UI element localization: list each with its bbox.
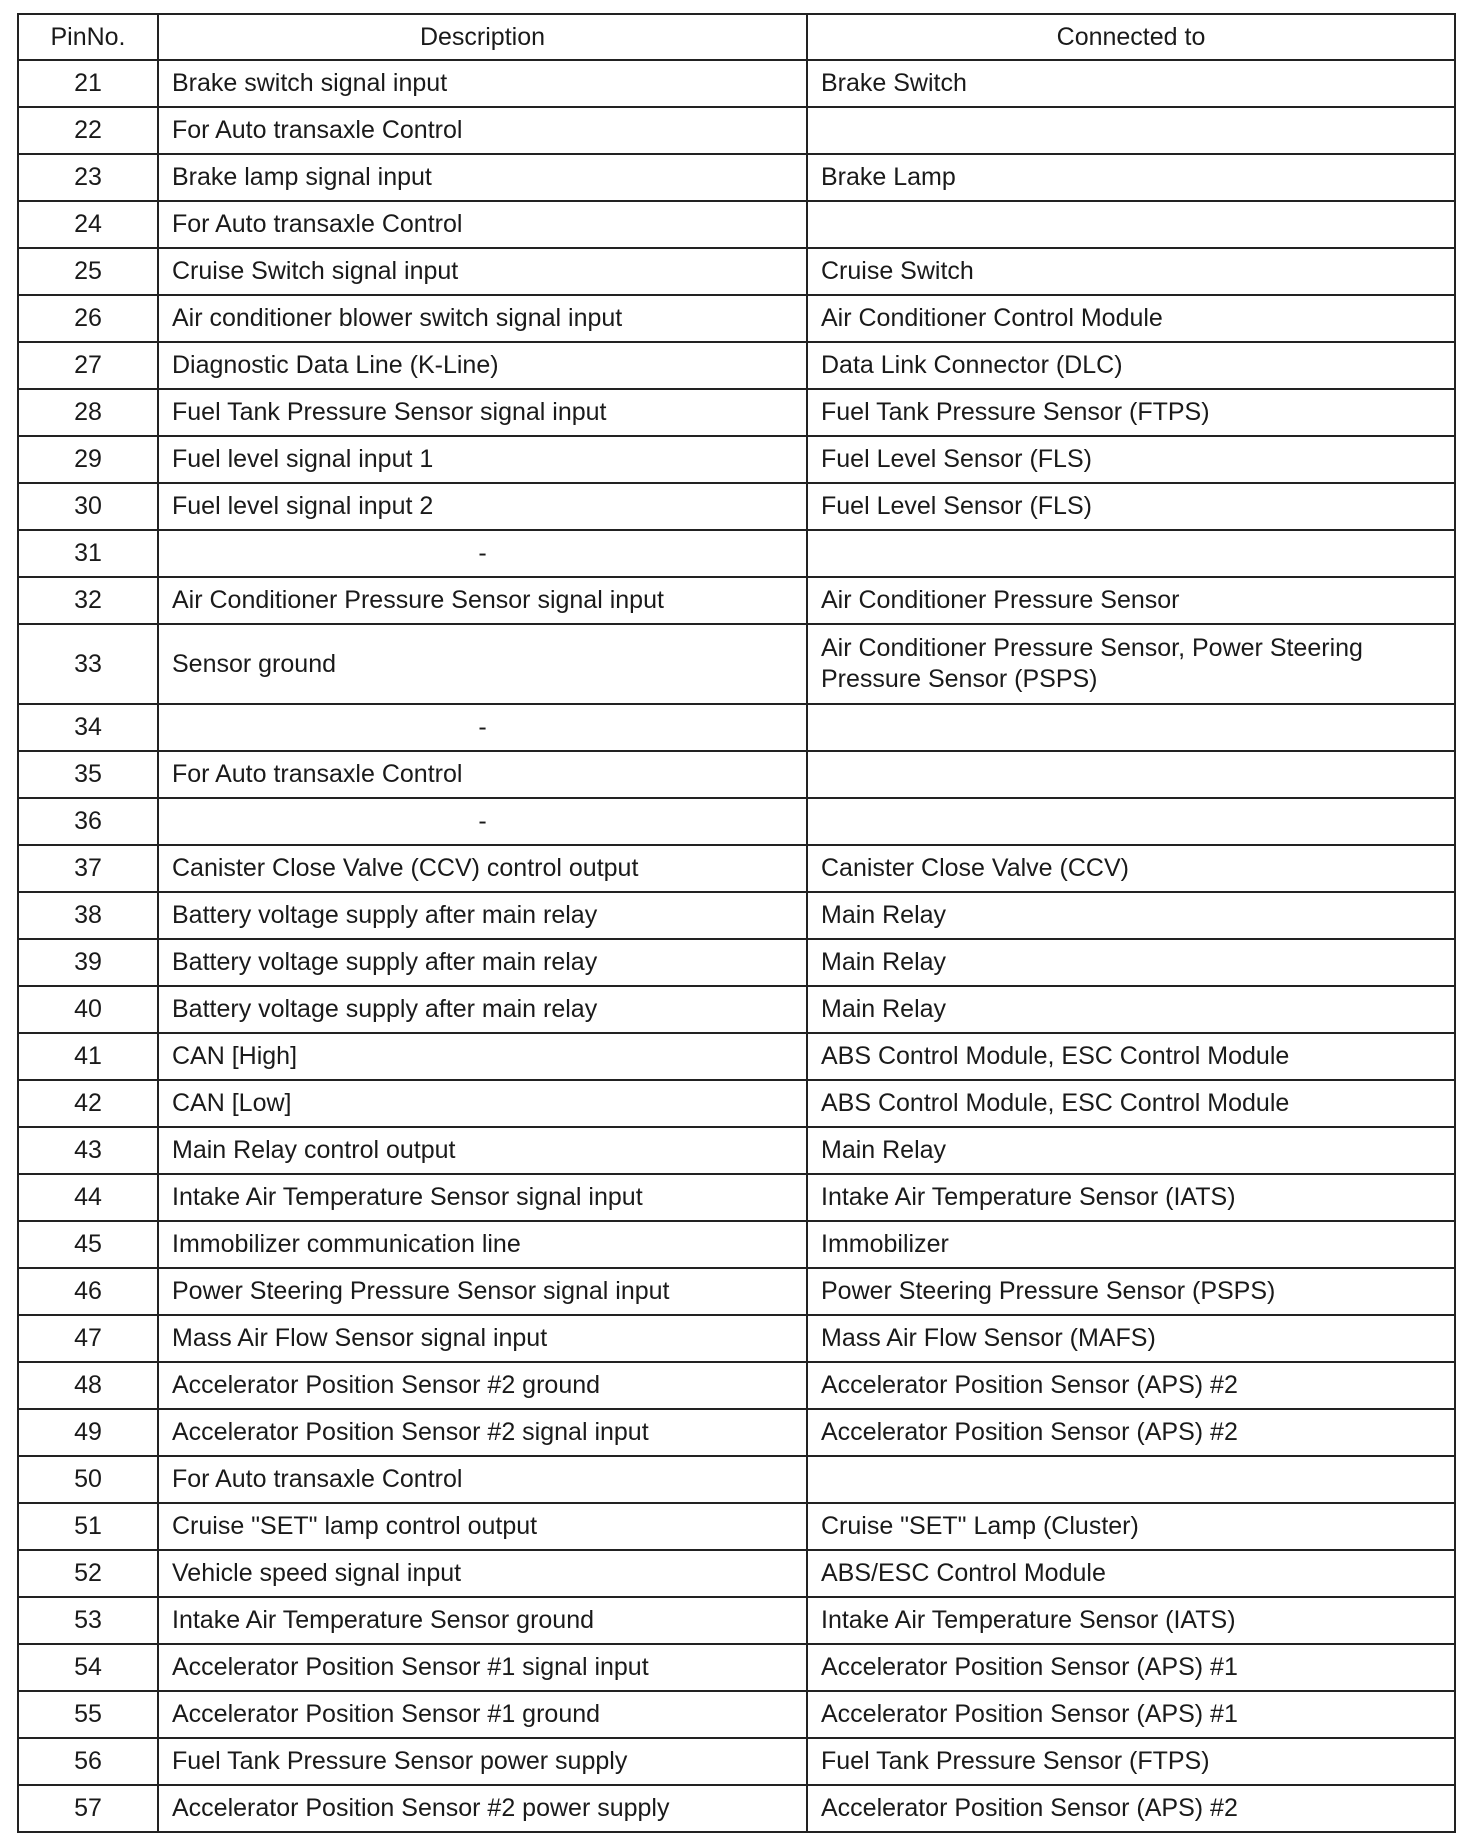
description-cell: Main Relay control output: [158, 1127, 807, 1174]
table-row: [18, 939, 1455, 986]
description-cell: Cruise "SET" lamp control output: [158, 1503, 807, 1550]
table-body: [18, 60, 1455, 1832]
description-cell: Power Steering Pressure Sensor signal input: [158, 1268, 807, 1315]
table-row: [18, 483, 1455, 530]
pin-number-cell: 48: [18, 1362, 158, 1409]
table-row: [18, 1503, 1455, 1550]
pin-number-cell: 34: [18, 704, 158, 751]
connected-to-cell: [807, 530, 1455, 577]
description-cell: For Auto transaxle Control: [158, 1456, 807, 1503]
table-row: [18, 577, 1455, 624]
pin-number-cell: 56: [18, 1738, 158, 1785]
pin-number-cell: 41: [18, 1033, 158, 1080]
connected-to-cell: Brake Switch: [807, 60, 1455, 107]
description-cell: Intake Air Temperature Sensor signal input: [158, 1174, 807, 1221]
table-row: [18, 530, 1455, 577]
table-row: [18, 1785, 1455, 1832]
table-row: [18, 389, 1455, 436]
pin-number-cell: 51: [18, 1503, 158, 1550]
pin-number-cell: 53: [18, 1597, 158, 1644]
table-row: [18, 624, 1455, 704]
connected-to-cell: [807, 201, 1455, 248]
connected-to-cell: Data Link Connector (DLC): [807, 342, 1455, 389]
connected-to-cell: [807, 1456, 1455, 1503]
connected-to-cell: Accelerator Position Sensor (APS) #2: [807, 1409, 1455, 1456]
connected-to-cell: ABS/ESC Control Module: [807, 1550, 1455, 1597]
connected-to-cell: Canister Close Valve (CCV): [807, 845, 1455, 892]
connected-to-cell: Intake Air Temperature Sensor (IATS): [807, 1174, 1455, 1221]
connected-to-cell: Accelerator Position Sensor (APS) #2: [807, 1785, 1455, 1832]
table-row: [18, 1268, 1455, 1315]
pin-number-cell: 25: [18, 248, 158, 295]
connected-to-cell: Fuel Tank Pressure Sensor (FTPS): [807, 1738, 1455, 1785]
pin-number-cell: 32: [18, 577, 158, 624]
table-row: [18, 1174, 1455, 1221]
table-row: [18, 201, 1455, 248]
pin-number-cell: 31: [18, 530, 158, 577]
description-cell: For Auto transaxle Control: [158, 107, 807, 154]
connected-to-cell: Fuel Level Sensor (FLS): [807, 436, 1455, 483]
pin-number-cell: 39: [18, 939, 158, 986]
connected-to-cell: Main Relay: [807, 939, 1455, 986]
description-cell: -: [158, 798, 807, 845]
connected-to-cell: Brake Lamp: [807, 154, 1455, 201]
description-cell: CAN [High]: [158, 1033, 807, 1080]
connected-to-cell: [807, 704, 1455, 751]
description-cell: Air conditioner blower switch signal input: [158, 295, 807, 342]
description-cell: -: [158, 530, 807, 577]
connected-to-cell: Accelerator Position Sensor (APS) #2: [807, 1362, 1455, 1409]
connected-to-cell: Cruise Switch: [807, 248, 1455, 295]
pin-number-cell: 42: [18, 1080, 158, 1127]
description-cell: Brake lamp signal input: [158, 154, 807, 201]
description-cell: Accelerator Position Sensor #2 ground: [158, 1362, 807, 1409]
description-cell: Fuel level signal input 1: [158, 436, 807, 483]
table-row: [18, 1597, 1455, 1644]
pin-number-cell: 33: [18, 624, 158, 704]
table-row: [18, 1738, 1455, 1785]
table-row: [18, 1409, 1455, 1456]
connected-to-cell: Accelerator Position Sensor (APS) #1: [807, 1691, 1455, 1738]
connected-to-cell: Intake Air Temperature Sensor (IATS): [807, 1597, 1455, 1644]
connected-to-cell: Main Relay: [807, 986, 1455, 1033]
header-description: Description: [158, 14, 807, 60]
description-cell: Accelerator Position Sensor #2 power supply: [158, 1785, 807, 1832]
pin-number-cell: 57: [18, 1785, 158, 1832]
table-row: [18, 1550, 1455, 1597]
pin-number-cell: 23: [18, 154, 158, 201]
description-cell: Vehicle speed signal input: [158, 1550, 807, 1597]
description-cell: Fuel Tank Pressure Sensor power supply: [158, 1738, 807, 1785]
pin-number-cell: 36: [18, 798, 158, 845]
connected-to-cell: Fuel Level Sensor (FLS): [807, 483, 1455, 530]
connected-to-cell: ABS Control Module, ESC Control Module: [807, 1080, 1455, 1127]
pin-number-cell: 24: [18, 201, 158, 248]
connected-to-cell: Air Conditioner Control Module: [807, 295, 1455, 342]
table-row: [18, 1644, 1455, 1691]
pin-number-cell: 22: [18, 107, 158, 154]
description-cell: Immobilizer communication line: [158, 1221, 807, 1268]
table-row: [18, 1691, 1455, 1738]
description-cell: CAN [Low]: [158, 1080, 807, 1127]
table-row: [18, 704, 1455, 751]
pin-number-cell: 40: [18, 986, 158, 1033]
connected-to-cell: Power Steering Pressure Sensor (PSPS): [807, 1268, 1455, 1315]
connected-to-cell: Air Conditioner Pressure Sensor, Power Steering Pressure Sensor (PSPS): [807, 624, 1455, 704]
description-cell: -: [158, 704, 807, 751]
header-pin-no: PinNo.: [18, 14, 158, 60]
pin-number-cell: 29: [18, 436, 158, 483]
connected-to-cell: Mass Air Flow Sensor (MAFS): [807, 1315, 1455, 1362]
table-row: [18, 798, 1455, 845]
connected-to-cell: Main Relay: [807, 892, 1455, 939]
table-row: [18, 436, 1455, 483]
description-cell: For Auto transaxle Control: [158, 201, 807, 248]
table-row: [18, 1221, 1455, 1268]
description-cell: Fuel level signal input 2: [158, 483, 807, 530]
description-cell: Intake Air Temperature Sensor ground: [158, 1597, 807, 1644]
table-row: [18, 751, 1455, 798]
connected-to-cell: Accelerator Position Sensor (APS) #1: [807, 1644, 1455, 1691]
description-cell: Canister Close Valve (CCV) control output: [158, 845, 807, 892]
pin-number-cell: 54: [18, 1644, 158, 1691]
connected-to-cell: Immobilizer: [807, 1221, 1455, 1268]
pin-number-cell: 47: [18, 1315, 158, 1362]
connected-to-cell: [807, 798, 1455, 845]
connected-to-cell: ABS Control Module, ESC Control Module: [807, 1033, 1455, 1080]
table-row: [18, 892, 1455, 939]
description-cell: Fuel Tank Pressure Sensor signal input: [158, 389, 807, 436]
table-row: [18, 154, 1455, 201]
table-row: [18, 845, 1455, 892]
table-row: [18, 107, 1455, 154]
description-cell: For Auto transaxle Control: [158, 751, 807, 798]
connected-to-cell: Main Relay: [807, 1127, 1455, 1174]
table-row: [18, 1362, 1455, 1409]
pin-number-cell: 26: [18, 295, 158, 342]
description-cell: Air Conditioner Pressure Sensor signal input: [158, 577, 807, 624]
pin-number-cell: 55: [18, 1691, 158, 1738]
pin-number-cell: 49: [18, 1409, 158, 1456]
table-row: [18, 295, 1455, 342]
pin-number-cell: 46: [18, 1268, 158, 1315]
pin-number-cell: 52: [18, 1550, 158, 1597]
header-connected-to: Connected to: [807, 14, 1455, 60]
pin-number-cell: 30: [18, 483, 158, 530]
connected-to-cell: [807, 751, 1455, 798]
description-cell: Sensor ground: [158, 624, 807, 704]
connected-to-cell: [807, 107, 1455, 154]
table-row: [18, 1127, 1455, 1174]
pin-number-cell: 38: [18, 892, 158, 939]
table-row: [18, 1456, 1455, 1503]
table-header-row: [18, 14, 1455, 60]
pin-number-cell: 35: [18, 751, 158, 798]
description-cell: Battery voltage supply after main relay: [158, 892, 807, 939]
description-cell: Battery voltage supply after main relay: [158, 986, 807, 1033]
table-row: [18, 60, 1455, 107]
description-cell: Battery voltage supply after main relay: [158, 939, 807, 986]
table-row: [18, 986, 1455, 1033]
connected-to-cell: Air Conditioner Pressure Sensor: [807, 577, 1455, 624]
description-cell: Brake switch signal input: [158, 60, 807, 107]
pin-number-cell: 50: [18, 1456, 158, 1503]
table-row: [18, 248, 1455, 295]
pin-table-page: [17, 13, 1454, 1833]
description-cell: Diagnostic Data Line (K-Line): [158, 342, 807, 389]
pin-number-cell: 28: [18, 389, 158, 436]
description-cell: Accelerator Position Sensor #1 signal input: [158, 1644, 807, 1691]
pin-number-cell: 21: [18, 60, 158, 107]
pin-number-cell: 45: [18, 1221, 158, 1268]
description-cell: Cruise Switch signal input: [158, 248, 807, 295]
table-row: [18, 1080, 1455, 1127]
description-cell: Mass Air Flow Sensor signal input: [158, 1315, 807, 1362]
connected-to-cell: Cruise "SET" Lamp (Cluster): [807, 1503, 1455, 1550]
pin-connection-table: [17, 13, 1456, 1833]
pin-number-cell: 27: [18, 342, 158, 389]
table-row: [18, 1033, 1455, 1080]
pin-number-cell: 37: [18, 845, 158, 892]
description-cell: Accelerator Position Sensor #1 ground: [158, 1691, 807, 1738]
description-cell: Accelerator Position Sensor #2 signal input: [158, 1409, 807, 1456]
pin-number-cell: 43: [18, 1127, 158, 1174]
connected-to-cell: Fuel Tank Pressure Sensor (FTPS): [807, 389, 1455, 436]
pin-number-cell: 44: [18, 1174, 158, 1221]
table-row: [18, 1315, 1455, 1362]
table-row: [18, 342, 1455, 389]
